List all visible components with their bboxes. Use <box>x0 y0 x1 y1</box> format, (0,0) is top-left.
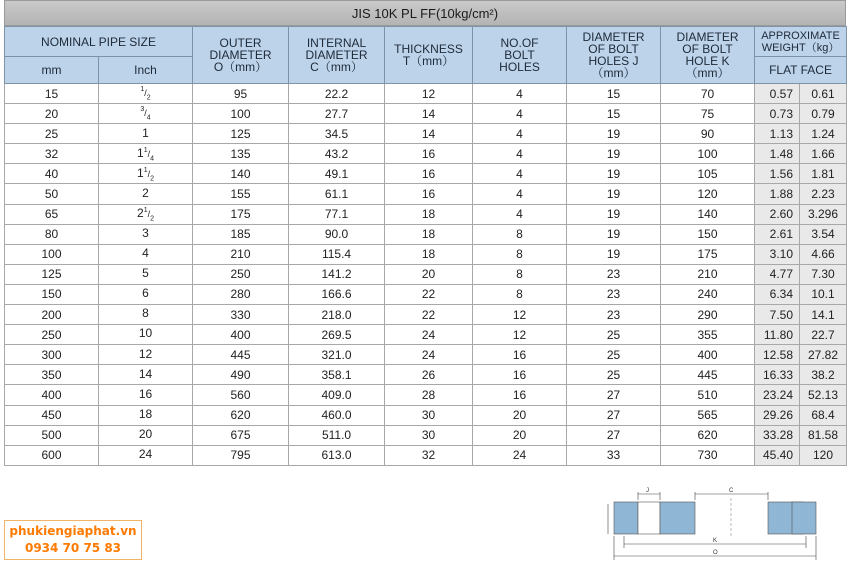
cell-outer-diameter: 250 <box>193 264 289 284</box>
bolt-circle-diameter-header: DIAMETER OF BOLT HOLE K （mm） <box>661 27 755 84</box>
cell-weight-2: 1.66 <box>800 144 847 164</box>
cell-mm: 125 <box>5 264 99 284</box>
cell-inch: $1^1/_4$ <box>99 144 193 164</box>
cell-inch: $2^1/_2$ <box>99 204 193 224</box>
table-row <box>5 124 847 144</box>
cell-weight-1: 12.58 <box>755 345 800 365</box>
table-row <box>5 104 847 124</box>
cell-outer-diameter: 445 <box>193 345 289 365</box>
label-j: J <box>646 488 649 494</box>
cell-weight-1: 45.40 <box>755 445 800 465</box>
flange-diagram-svg <box>600 484 850 564</box>
cell-internal-diameter: 141.2 <box>289 264 385 284</box>
cell-outer-diameter: 95 <box>193 84 289 104</box>
brand-phone: 0934 70 75 83 <box>24 541 122 555</box>
cell-weight-2: 22.7 <box>800 325 847 345</box>
cell-inch: 16 <box>99 385 193 405</box>
cell-thickness: 30 <box>385 405 473 425</box>
cell-weight-2: 2.23 <box>800 184 847 204</box>
cell-internal-diameter: 511.0 <box>289 425 385 445</box>
cell-mm: 25 <box>5 124 99 144</box>
cell-inch: 6 <box>99 284 193 304</box>
cell-bolt-hole-diameter: 23 <box>567 284 661 304</box>
flange-left-ring <box>614 502 638 534</box>
cell-weight-2: 120 <box>800 445 847 465</box>
label-k: K <box>713 538 718 544</box>
cell-bolt-circle-diameter: 730 <box>661 445 755 465</box>
cell-weight-2: 38.2 <box>800 365 847 385</box>
cell-internal-diameter: 61.1 <box>289 184 385 204</box>
cell-weight-2: 52.13 <box>800 385 847 405</box>
cell-bolt-circle-diameter: 120 <box>661 184 755 204</box>
cell-thickness: 18 <box>385 244 473 264</box>
cell-outer-diameter: 125 <box>193 124 289 144</box>
cell-thickness: 18 <box>385 204 473 224</box>
cell-mm: 500 <box>5 425 99 445</box>
cell-bolt-hole-diameter: 19 <box>567 124 661 144</box>
table-row <box>5 325 847 345</box>
cell-weight-2: 0.61 <box>800 84 847 104</box>
label-c: C <box>729 488 734 494</box>
cell-bolt-holes: 16 <box>473 385 567 405</box>
cell-mm: 400 <box>5 385 99 405</box>
cell-weight-1: 6.34 <box>755 284 800 304</box>
cell-inch: $^3/_4$ <box>99 104 193 124</box>
cell-weight-1: 2.61 <box>755 224 800 244</box>
cell-outer-diameter: 280 <box>193 284 289 304</box>
cell-internal-diameter: 43.2 <box>289 144 385 164</box>
table-row <box>5 84 847 104</box>
cell-bolt-hole-diameter: 19 <box>567 204 661 224</box>
cell-bolt-circle-diameter: 290 <box>661 305 755 325</box>
cell-bolt-holes: 20 <box>473 405 567 425</box>
cell-inch: 10 <box>99 325 193 345</box>
cell-weight-2: 68.4 <box>800 405 847 425</box>
cell-weight-1: 1.13 <box>755 124 800 144</box>
cell-thickness: 14 <box>385 104 473 124</box>
cell-mm: 40 <box>5 164 99 184</box>
cell-internal-diameter: 321.0 <box>289 345 385 365</box>
cell-outer-diameter: 400 <box>193 325 289 345</box>
brand-site: phukiengiaphat.vn <box>9 524 137 538</box>
cell-weight-1: 23.24 <box>755 385 800 405</box>
cell-weight-2: 0.79 <box>800 104 847 124</box>
cell-bolt-circle-diameter: 105 <box>661 164 755 184</box>
cell-internal-diameter: 90.0 <box>289 224 385 244</box>
cell-thickness: 32 <box>385 445 473 465</box>
cell-internal-diameter: 115.4 <box>289 244 385 264</box>
cell-bolt-holes: 4 <box>473 104 567 124</box>
cell-outer-diameter: 210 <box>193 244 289 264</box>
cell-bolt-circle-diameter: 620 <box>661 425 755 445</box>
cell-internal-diameter: 358.1 <box>289 365 385 385</box>
table-row <box>5 385 847 405</box>
cell-weight-2: 7.30 <box>800 264 847 284</box>
cell-outer-diameter: 135 <box>193 144 289 164</box>
cell-bolt-circle-diameter: 75 <box>661 104 755 124</box>
cell-weight-1: 2.60 <box>755 204 800 224</box>
cell-inch: 4 <box>99 244 193 264</box>
cell-thickness: 18 <box>385 224 473 244</box>
cell-bolt-circle-diameter: 100 <box>661 144 755 164</box>
cell-bolt-circle-diameter: 240 <box>661 284 755 304</box>
table-row <box>5 144 847 164</box>
cell-weight-1: 7.50 <box>755 305 800 325</box>
flange-left-bolt-hole <box>638 502 660 534</box>
cell-thickness: 24 <box>385 345 473 365</box>
cell-bolt-holes: 24 <box>473 445 567 465</box>
cell-inch: 18 <box>99 405 193 425</box>
cell-bolt-holes: 12 <box>473 325 567 345</box>
cell-weight-2: 14.1 <box>800 305 847 325</box>
cell-mm: 450 <box>5 405 99 425</box>
cell-bolt-holes: 4 <box>473 204 567 224</box>
cell-bolt-circle-diameter: 210 <box>661 264 755 284</box>
cell-weight-1: 0.73 <box>755 104 800 124</box>
cell-weight-1: 16.33 <box>755 365 800 385</box>
cell-bolt-circle-diameter: 355 <box>661 325 755 345</box>
cell-mm: 20 <box>5 104 99 124</box>
brand-watermark <box>4 520 142 560</box>
cell-internal-diameter: 409.0 <box>289 385 385 405</box>
table-row <box>5 405 847 425</box>
cell-thickness: 22 <box>385 305 473 325</box>
cell-bolt-holes: 4 <box>473 164 567 184</box>
cell-internal-diameter: 49.1 <box>289 164 385 184</box>
cell-bolt-hole-diameter: 27 <box>567 405 661 425</box>
cell-inch: 14 <box>99 365 193 385</box>
cell-outer-diameter: 620 <box>193 405 289 425</box>
cell-mm: 65 <box>5 204 99 224</box>
cell-bolt-hole-diameter: 25 <box>567 325 661 345</box>
cell-inch: $1^1/_2$ <box>99 164 193 184</box>
cell-outer-diameter: 330 <box>193 305 289 325</box>
table-row <box>5 244 847 264</box>
table-row <box>5 345 847 365</box>
cell-bolt-holes: 4 <box>473 144 567 164</box>
cell-outer-diameter: 185 <box>193 224 289 244</box>
cell-weight-1: 1.56 <box>755 164 800 184</box>
cell-internal-diameter: 27.7 <box>289 104 385 124</box>
cell-bolt-hole-diameter: 19 <box>567 144 661 164</box>
cell-weight-2: 3.54 <box>800 224 847 244</box>
cell-weight-2: 1.24 <box>800 124 847 144</box>
cell-bolt-circle-diameter: 140 <box>661 204 755 224</box>
cell-bolt-hole-diameter: 15 <box>567 104 661 124</box>
cell-internal-diameter: 34.5 <box>289 124 385 144</box>
cell-outer-diameter: 675 <box>193 425 289 445</box>
cell-weight-1: 11.80 <box>755 325 800 345</box>
cell-weight-1: 1.48 <box>755 144 800 164</box>
cell-weight-1: 3.10 <box>755 244 800 264</box>
cell-inch: 24 <box>99 445 193 465</box>
thickness-header: THICKNESS T（mm） <box>385 27 473 84</box>
cell-bolt-hole-diameter: 33 <box>567 445 661 465</box>
cell-inch: $^1/_2$ <box>99 84 193 104</box>
internal-diameter-header: INTERNAL DIAMETER C（mm） <box>289 27 385 84</box>
cell-thickness: 14 <box>385 124 473 144</box>
cell-bolt-circle-diameter: 510 <box>661 385 755 405</box>
cell-outer-diameter: 175 <box>193 204 289 224</box>
cell-weight-2: 3.296 <box>800 204 847 224</box>
cell-bolt-hole-diameter: 19 <box>567 184 661 204</box>
table-row <box>5 365 847 385</box>
cell-bolt-circle-diameter: 175 <box>661 244 755 264</box>
cell-bolt-hole-diameter: 27 <box>567 385 661 405</box>
cell-thickness: 20 <box>385 264 473 284</box>
cell-internal-diameter: 460.0 <box>289 405 385 425</box>
table-row <box>5 184 847 204</box>
outer-diameter-header: OUTER DIAMETER O（mm） <box>193 27 289 84</box>
table-row <box>5 164 847 184</box>
table-row <box>5 224 847 244</box>
cell-bolt-hole-diameter: 19 <box>567 164 661 184</box>
cell-outer-diameter: 490 <box>193 365 289 385</box>
cell-mm: 15 <box>5 84 99 104</box>
cell-bolt-holes: 8 <box>473 224 567 244</box>
approx-weight-header: APPROXIMATE WEIGHT（kg） <box>755 27 847 57</box>
cell-inch: 12 <box>99 345 193 365</box>
cell-internal-diameter: 218.0 <box>289 305 385 325</box>
flange-left-body <box>660 502 695 534</box>
label-o: O <box>713 550 718 556</box>
cell-bolt-circle-diameter: 90 <box>661 124 755 144</box>
table-row <box>5 284 847 304</box>
flange-dimension-diagram <box>600 484 850 564</box>
table-row <box>5 445 847 465</box>
table-row <box>5 204 847 224</box>
mm-header: mm <box>5 57 99 84</box>
nominal-pipe-size-header: NOMINAL PIPE SIZE <box>5 27 193 57</box>
cell-bolt-circle-diameter: 445 <box>661 365 755 385</box>
cell-bolt-holes: 4 <box>473 84 567 104</box>
cell-weight-1: 29.26 <box>755 405 800 425</box>
cell-bolt-hole-diameter: 25 <box>567 345 661 365</box>
cell-bolt-circle-diameter: 400 <box>661 345 755 365</box>
cell-weight-1: 0.57 <box>755 84 800 104</box>
cell-weight-2: 10.1 <box>800 284 847 304</box>
cell-internal-diameter: 613.0 <box>289 445 385 465</box>
cell-bolt-hole-diameter: 15 <box>567 84 661 104</box>
cell-bolt-circle-diameter: 150 <box>661 224 755 244</box>
cell-mm: 150 <box>5 284 99 304</box>
cell-bolt-holes: 8 <box>473 244 567 264</box>
cell-bolt-holes: 4 <box>473 184 567 204</box>
inch-header: Inch <box>99 57 193 84</box>
table-row <box>5 425 847 445</box>
cell-inch: 3 <box>99 224 193 244</box>
cell-bolt-holes: 8 <box>473 264 567 284</box>
cell-inch: 2 <box>99 184 193 204</box>
cell-inch: 20 <box>99 425 193 445</box>
cell-thickness: 26 <box>385 365 473 385</box>
cell-weight-1: 4.77 <box>755 264 800 284</box>
cell-outer-diameter: 140 <box>193 164 289 184</box>
cell-bolt-hole-diameter: 23 <box>567 264 661 284</box>
cell-mm: 80 <box>5 224 99 244</box>
cell-bolt-holes: 4 <box>473 124 567 144</box>
flat-face-header: FLAT FACE <box>755 57 847 84</box>
cell-internal-diameter: 77.1 <box>289 204 385 224</box>
cell-bolt-hole-diameter: 19 <box>567 224 661 244</box>
cell-thickness: 28 <box>385 385 473 405</box>
cell-bolt-holes: 16 <box>473 345 567 365</box>
cell-bolt-holes: 16 <box>473 365 567 385</box>
cell-weight-2: 81.58 <box>800 425 847 445</box>
cell-bolt-hole-diameter: 27 <box>567 425 661 445</box>
cell-inch: 5 <box>99 264 193 284</box>
cell-internal-diameter: 166.6 <box>289 284 385 304</box>
cell-mm: 300 <box>5 345 99 365</box>
bolt-hole-diameter-header: DIAMETER OF BOLT HOLES J （mm） <box>567 27 661 84</box>
cell-bolt-holes: 12 <box>473 305 567 325</box>
cell-bolt-circle-diameter: 70 <box>661 84 755 104</box>
cell-outer-diameter: 795 <box>193 445 289 465</box>
cell-mm: 600 <box>5 445 99 465</box>
cell-thickness: 16 <box>385 164 473 184</box>
cell-weight-2: 27.82 <box>800 345 847 365</box>
cell-weight-2: 1.81 <box>800 164 847 184</box>
cell-mm: 200 <box>5 305 99 325</box>
cell-thickness: 12 <box>385 84 473 104</box>
cell-thickness: 16 <box>385 184 473 204</box>
cell-bolt-hole-diameter: 23 <box>567 305 661 325</box>
cell-bolt-hole-diameter: 25 <box>567 365 661 385</box>
cell-mm: 32 <box>5 144 99 164</box>
cell-weight-2: 4.66 <box>800 244 847 264</box>
cell-inch: 8 <box>99 305 193 325</box>
cell-outer-diameter: 100 <box>193 104 289 124</box>
cell-outer-diameter: 155 <box>193 184 289 204</box>
cell-weight-1: 1.88 <box>755 184 800 204</box>
cell-mm: 50 <box>5 184 99 204</box>
table-title: JIS 10K PL FF(10kg/cm²) <box>4 0 846 26</box>
cell-thickness: 16 <box>385 144 473 164</box>
table-body <box>5 84 847 466</box>
cell-internal-diameter: 269.5 <box>289 325 385 345</box>
cell-bolt-holes: 8 <box>473 284 567 304</box>
cell-thickness: 22 <box>385 284 473 304</box>
cell-mm: 350 <box>5 365 99 385</box>
table-row <box>5 264 847 284</box>
cell-bolt-holes: 20 <box>473 425 567 445</box>
cell-bolt-circle-diameter: 565 <box>661 405 755 425</box>
cell-bolt-hole-diameter: 19 <box>567 244 661 264</box>
flange-spec-table <box>4 26 847 466</box>
flange-right-ring <box>792 502 816 534</box>
cell-inch: 1 <box>99 124 193 144</box>
cell-internal-diameter: 22.2 <box>289 84 385 104</box>
bolt-holes-header: NO.OF BOLT HOLES <box>473 27 567 84</box>
table-row <box>5 305 847 325</box>
cell-mm: 250 <box>5 325 99 345</box>
cell-mm: 100 <box>5 244 99 264</box>
cell-thickness: 30 <box>385 425 473 445</box>
cell-weight-1: 33.28 <box>755 425 800 445</box>
cell-outer-diameter: 560 <box>193 385 289 405</box>
cell-thickness: 24 <box>385 325 473 345</box>
